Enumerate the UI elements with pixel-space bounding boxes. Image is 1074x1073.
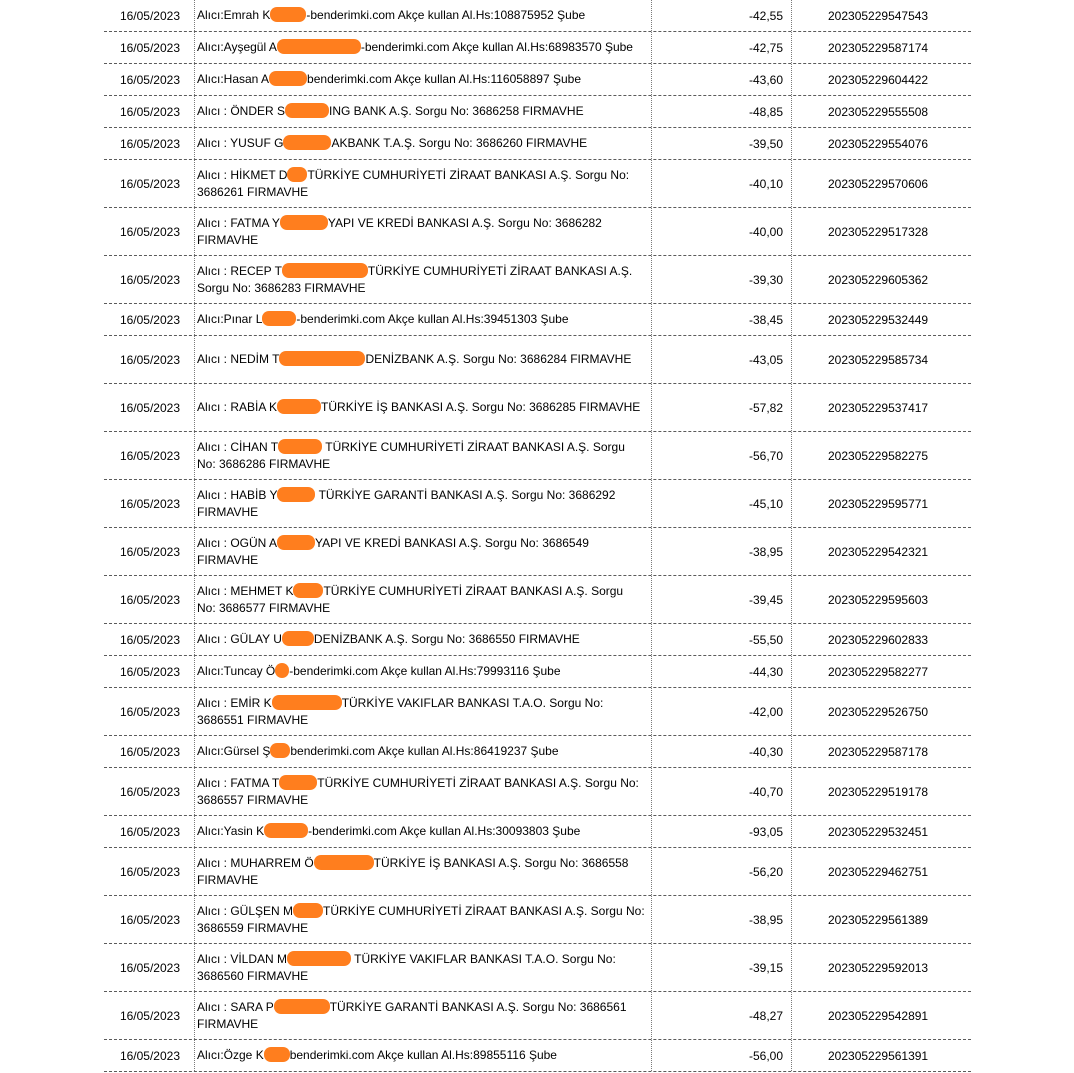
transaction-row <box>104 736 971 768</box>
description-text <box>197 951 645 985</box>
description-text <box>197 167 645 201</box>
redaction-mark <box>293 583 323 598</box>
transaction-row <box>104 384 971 432</box>
date-cell: 16/05/2023 <box>104 736 195 767</box>
amount-cell: -38,95 <box>652 528 792 575</box>
reference-cell: 202305229595771 <box>828 496 929 511</box>
description-after: benderimki.com Akçe kullan Al.Hs:86419237 Şube <box>290 744 559 758</box>
amount-cell: -40,70 <box>652 768 792 815</box>
description-cell <box>195 816 652 847</box>
description-cell <box>195 848 652 895</box>
description-text <box>197 311 569 328</box>
description-before: Alıcı : FATMA T <box>197 775 280 790</box>
date-cell: 16/05/2023 <box>104 432 195 479</box>
redaction-mark <box>282 263 368 278</box>
description-text <box>197 7 585 24</box>
description-after: YAPI VE KREDİ BANKASI A.Ş. Sorgu No: 3686549 FIRMAVHE <box>197 535 589 567</box>
description-after: TÜRKİYE CUMHURİYETİ ZİRAAT BANKASI A.Ş. Sorgu No: 3686559 FIRMAVHE <box>197 903 645 935</box>
description-text <box>197 855 645 889</box>
amount-cell: -39,15 <box>652 944 792 991</box>
date-cell: 16/05/2023 <box>104 160 195 207</box>
description-before: Alıcı:Özge K <box>197 1048 264 1062</box>
reference-cell: 202305229537417 <box>828 400 929 415</box>
amount-cell: -40,30 <box>652 736 792 767</box>
description-cell <box>195 0 652 31</box>
amount-cell: -39,30 <box>652 256 792 303</box>
date-cell: 16/05/2023 <box>104 256 195 303</box>
transaction-row <box>104 816 971 848</box>
description-cell <box>195 656 652 687</box>
date-cell: 16/05/2023 <box>104 944 195 991</box>
description-before: Alıcı : CİHAN T <box>197 439 279 454</box>
transaction-row <box>104 528 971 576</box>
description-before: Alıcı:Pınar L <box>197 312 263 326</box>
reference-cell: 202305229526750 <box>828 704 929 719</box>
redaction-mark <box>282 631 314 646</box>
date-cell: 16/05/2023 <box>104 96 195 127</box>
date-cell: 16/05/2023 <box>104 624 195 655</box>
description-text <box>197 999 645 1033</box>
redaction-mark <box>293 903 323 918</box>
description-after: TÜRKİYE CUMHURİYETİ ZİRAAT BANKASI A.Ş. Sorgu No: 3686286 FIRMAVHE <box>197 439 625 471</box>
redaction-mark <box>277 39 361 54</box>
redaction-mark <box>287 167 307 182</box>
amount-cell: -40,10 <box>652 160 792 207</box>
description-after: benderimki.com Akçe kullan Al.Hs:116058897 Şube <box>307 72 581 86</box>
description-cell <box>195 64 652 95</box>
date-cell: 16/05/2023 <box>104 528 195 575</box>
date-cell: 16/05/2023 <box>104 64 195 95</box>
amount-cell: -42,55 <box>652 0 792 31</box>
reference-cell: 202305229517328 <box>828 224 929 239</box>
description-text <box>197 583 645 617</box>
description-before: Alıcı : HİKMET D <box>197 167 288 182</box>
date-cell: 16/05/2023 <box>104 816 195 847</box>
transaction-row <box>104 0 971 32</box>
date-cell: 16/05/2023 <box>104 304 195 335</box>
reference-cell: 202305229582277 <box>828 664 929 679</box>
redaction-mark <box>277 535 315 550</box>
transaction-row <box>104 432 971 480</box>
redaction-mark <box>277 487 315 502</box>
description-before: Alıcı : HABİB Y <box>197 487 278 502</box>
description-after: ING BANK A.Ş. Sorgu No: 3686258 FIRMAVHE <box>329 104 584 118</box>
reference-cell: 202305229595603 <box>828 592 929 607</box>
amount-cell: -57,82 <box>652 384 792 431</box>
transaction-row <box>104 336 971 384</box>
description-text <box>197 903 645 937</box>
description-after: TÜRKİYE VAKIFLAR BANKASI T.A.O. Sorgu No: 3686560 FIRMAVHE <box>197 951 616 983</box>
description-before: Alıcı : SARA P <box>197 999 274 1014</box>
reference-cell: 202305229519178 <box>828 784 929 799</box>
description-after: -benderimki.com Akçe kullan Al.Hs:79993116 Şube <box>289 664 561 678</box>
redaction-mark <box>279 351 365 366</box>
reference-cell: 202305229561389 <box>828 912 929 927</box>
description-before: Alıcı : ÖNDER S <box>197 104 286 118</box>
description-before: Alıcı : FATMA Y <box>197 215 280 230</box>
description-after: TÜRKİYE CUMHURİYETİ ZİRAAT BANKASI A.Ş. Sorgu No: 3686283 FIRMAVHE <box>197 263 633 295</box>
transaction-row <box>104 32 971 64</box>
amount-cell: -43,60 <box>652 64 792 95</box>
redaction-mark <box>272 695 342 710</box>
description-before: Alıcı : MUHARREM Ö <box>197 855 314 870</box>
amount-cell: -40,00 <box>652 208 792 255</box>
description-after: -benderimki.com Akçe kullan Al.Hs:108875952 Şube <box>306 8 586 22</box>
description-cell <box>195 32 652 63</box>
description-after: -benderimki.com Akçe kullan Al.Hs:68983570 Şube <box>360 40 633 54</box>
description-text <box>197 823 580 840</box>
description-before: Alıcı:Hasan A <box>197 72 270 86</box>
description-before: Alıcı : RECEP T <box>197 263 282 278</box>
date-cell: 16/05/2023 <box>104 576 195 623</box>
amount-cell: -48,27 <box>652 992 792 1039</box>
description-after: DENİZBANK A.Ş. Sorgu No: 3686550 FIRMAVHE <box>313 632 580 646</box>
amount-cell: -56,20 <box>652 848 792 895</box>
date-cell: 16/05/2023 <box>104 32 195 63</box>
description-text <box>197 1047 557 1064</box>
date-cell: 16/05/2023 <box>104 336 195 383</box>
redaction-mark <box>283 135 331 150</box>
description-cell <box>195 480 652 527</box>
reference-cell: 202305229555508 <box>828 104 929 119</box>
amount-cell: -45,10 <box>652 480 792 527</box>
description-cell <box>195 336 652 383</box>
description-text <box>197 487 645 521</box>
description-after: TÜRKİYE CUMHURİYETİ ZİRAAT BANKASI A.Ş. Sorgu No: 3686261 FIRMAVHE <box>197 167 630 199</box>
reference-cell: 202305229570606 <box>828 176 929 191</box>
transaction-row <box>104 848 971 896</box>
description-text <box>197 743 559 760</box>
reference-cell: 202305229605362 <box>828 272 929 287</box>
reference-cell: 202305229604422 <box>828 72 929 87</box>
description-before: Alıcı : VİLDAN M <box>197 951 288 966</box>
amount-cell: -43,05 <box>652 336 792 383</box>
transaction-row <box>104 1040 971 1072</box>
amount-cell: -39,45 <box>652 576 792 623</box>
transaction-row <box>104 208 971 256</box>
reference-cell: 202305229587178 <box>828 744 929 759</box>
description-cell <box>195 1040 652 1071</box>
reference-cell: 202305229547543 <box>828 8 929 23</box>
reference-cell: 202305229554076 <box>828 136 929 151</box>
redaction-mark <box>262 311 296 326</box>
description-before: Alıcı : GÜLAY U <box>197 632 282 646</box>
redaction-mark <box>269 71 307 86</box>
description-after: TÜRKİYE CUMHURİYETİ ZİRAAT BANKASI A.Ş. Sorgu No: 3686577 FIRMAVHE <box>197 583 624 615</box>
description-before: Alıcı : MEHMET K <box>197 583 294 598</box>
transaction-table <box>104 0 971 1072</box>
redaction-mark <box>278 439 322 454</box>
description-after: TÜRKİYE İŞ BANKASI A.Ş. Sorgu No: 3686558 FIRMAVHE <box>197 855 629 887</box>
description-cell <box>195 576 652 623</box>
description-after: -benderimki.com Akçe kullan Al.Hs:39451303 Şube <box>296 312 569 326</box>
description-before: Alıcı:Gürsel Ş <box>197 744 271 758</box>
amount-cell: -42,00 <box>652 688 792 735</box>
description-text <box>197 663 561 680</box>
description-cell <box>195 384 652 431</box>
description-after: TÜRKİYE GARANTİ BANKASI A.Ş. Sorgu No: 3686561 FIRMAVHE <box>197 999 627 1031</box>
date-cell: 16/05/2023 <box>104 896 195 943</box>
reference-cell: 202305229532449 <box>828 312 929 327</box>
description-text <box>197 71 581 88</box>
description-cell <box>195 992 652 1039</box>
transaction-row <box>104 480 971 528</box>
redaction-mark <box>274 999 330 1014</box>
description-after: -benderimki.com Akçe kullan Al.Hs:30093803 Şube <box>308 824 581 838</box>
description-text <box>197 215 645 249</box>
description-after: benderimki.com Akçe kullan Al.Hs:89855116 Şube <box>289 1048 557 1062</box>
amount-cell: -38,45 <box>652 304 792 335</box>
description-before: Alıcı : YUSUF G <box>197 136 284 150</box>
description-text <box>197 39 633 56</box>
description-cell <box>195 528 652 575</box>
transaction-row <box>104 64 971 96</box>
redaction-mark <box>277 399 321 414</box>
description-cell <box>195 128 652 159</box>
redaction-mark <box>279 775 317 790</box>
description-cell <box>195 256 652 303</box>
date-cell: 16/05/2023 <box>104 688 195 735</box>
transaction-row <box>104 896 971 944</box>
description-text <box>197 135 587 152</box>
reference-cell: 202305229602833 <box>828 632 929 647</box>
description-after: TÜRKİYE CUMHURİYETİ ZİRAAT BANKASI A.Ş. Sorgu No: 3686557 FIRMAVHE <box>197 775 639 807</box>
date-cell: 16/05/2023 <box>104 1040 195 1071</box>
description-text <box>197 631 580 648</box>
description-cell <box>195 944 652 991</box>
date-cell: 16/05/2023 <box>104 128 195 159</box>
transaction-row <box>104 256 971 304</box>
transaction-row <box>104 128 971 160</box>
description-before: Alıcı:Yasin K <box>197 824 265 838</box>
description-after: TÜRKİYE GARANTİ BANKASI A.Ş. Sorgu No: 3686292 FIRMAVHE <box>197 487 616 519</box>
transaction-row <box>104 768 971 816</box>
description-cell <box>195 624 652 655</box>
amount-cell: -55,50 <box>652 624 792 655</box>
description-before: Alıcı:Emrah K <box>197 8 271 22</box>
transaction-row <box>104 992 971 1040</box>
date-cell: 16/05/2023 <box>104 656 195 687</box>
transaction-row <box>104 576 971 624</box>
description-text <box>197 775 645 809</box>
amount-cell: -56,70 <box>652 432 792 479</box>
description-text <box>197 263 645 297</box>
description-after: YAPI VE KREDİ BANKASI A.Ş. Sorgu No: 3686282 FIRMAVHE <box>197 215 602 247</box>
transaction-row <box>104 304 971 336</box>
date-cell: 16/05/2023 <box>104 992 195 1039</box>
redaction-mark <box>285 103 329 118</box>
redaction-mark <box>270 7 306 22</box>
description-before: Alıcı:Tuncay Ö <box>197 664 276 678</box>
redaction-mark <box>275 663 289 678</box>
date-cell: 16/05/2023 <box>104 208 195 255</box>
transaction-row <box>104 944 971 992</box>
description-before: Alıcı:Ayşegül A <box>197 40 277 54</box>
transaction-row <box>104 624 971 656</box>
description-before: Alıcı : NEDİM T <box>197 352 280 366</box>
transaction-row <box>104 96 971 128</box>
description-after: AKBANK T.A.Ş. Sorgu No: 3686260 FIRMAVHE <box>331 136 588 150</box>
date-cell: 16/05/2023 <box>104 848 195 895</box>
redaction-mark <box>287 951 351 966</box>
description-before: Alıcı : GÜLŞEN M <box>197 903 294 918</box>
description-cell <box>195 304 652 335</box>
description-after: DENİZBANK A.Ş. Sorgu No: 3686284 FIRMAVHE <box>365 352 632 366</box>
transaction-row <box>104 160 971 208</box>
date-cell: 16/05/2023 <box>104 0 195 31</box>
amount-cell: -38,95 <box>652 896 792 943</box>
reference-cell: 202305229542891 <box>828 1008 929 1023</box>
date-cell: 16/05/2023 <box>104 480 195 527</box>
amount-cell: -56,00 <box>652 1040 792 1071</box>
redaction-mark <box>280 215 328 230</box>
description-before: Alıcı : RABİA K <box>197 400 278 414</box>
amount-cell: -48,85 <box>652 96 792 127</box>
reference-cell: 202305229542321 <box>828 544 929 559</box>
description-cell <box>195 736 652 767</box>
description-cell <box>195 96 652 127</box>
amount-cell: -44,30 <box>652 656 792 687</box>
description-cell <box>195 432 652 479</box>
transaction-row <box>104 656 971 688</box>
reference-cell: 202305229582275 <box>828 448 929 463</box>
description-before: Alıcı : OGÜN A <box>197 535 278 550</box>
description-cell <box>195 160 652 207</box>
amount-cell: -42,75 <box>652 32 792 63</box>
description-after: TÜRKİYE VAKIFLAR BANKASI T.A.O. Sorgu No: 3686551 FIRMAVHE <box>197 695 604 727</box>
redaction-mark <box>264 1047 290 1062</box>
description-text <box>197 103 584 120</box>
description-text <box>197 695 645 729</box>
amount-cell: -93,05 <box>652 816 792 847</box>
reference-cell: 202305229532451 <box>828 824 929 839</box>
date-cell: 16/05/2023 <box>104 384 195 431</box>
description-cell <box>195 768 652 815</box>
reference-cell: 202305229462751 <box>828 864 929 879</box>
description-cell <box>195 208 652 255</box>
reference-cell: 202305229587174 <box>828 40 929 55</box>
description-cell <box>195 896 652 943</box>
description-text <box>197 351 631 368</box>
date-cell: 16/05/2023 <box>104 768 195 815</box>
description-cell <box>195 688 652 735</box>
description-text <box>197 535 645 569</box>
description-text <box>197 439 645 473</box>
redaction-mark <box>314 855 374 870</box>
reference-cell: 202305229561391 <box>828 1048 929 1063</box>
description-before: Alıcı : EMİR K <box>197 695 272 710</box>
reference-cell: 202305229592013 <box>828 960 929 975</box>
transaction-rows <box>104 0 971 1072</box>
description-after: TÜRKİYE İŞ BANKASI A.Ş. Sorgu No: 3686285 FIRMAVHE <box>321 400 641 414</box>
redaction-mark <box>264 823 308 838</box>
reference-cell: 202305229585734 <box>828 352 929 367</box>
amount-cell: -39,50 <box>652 128 792 159</box>
redaction-mark <box>270 743 290 758</box>
transaction-row <box>104 688 971 736</box>
description-text <box>197 399 640 416</box>
